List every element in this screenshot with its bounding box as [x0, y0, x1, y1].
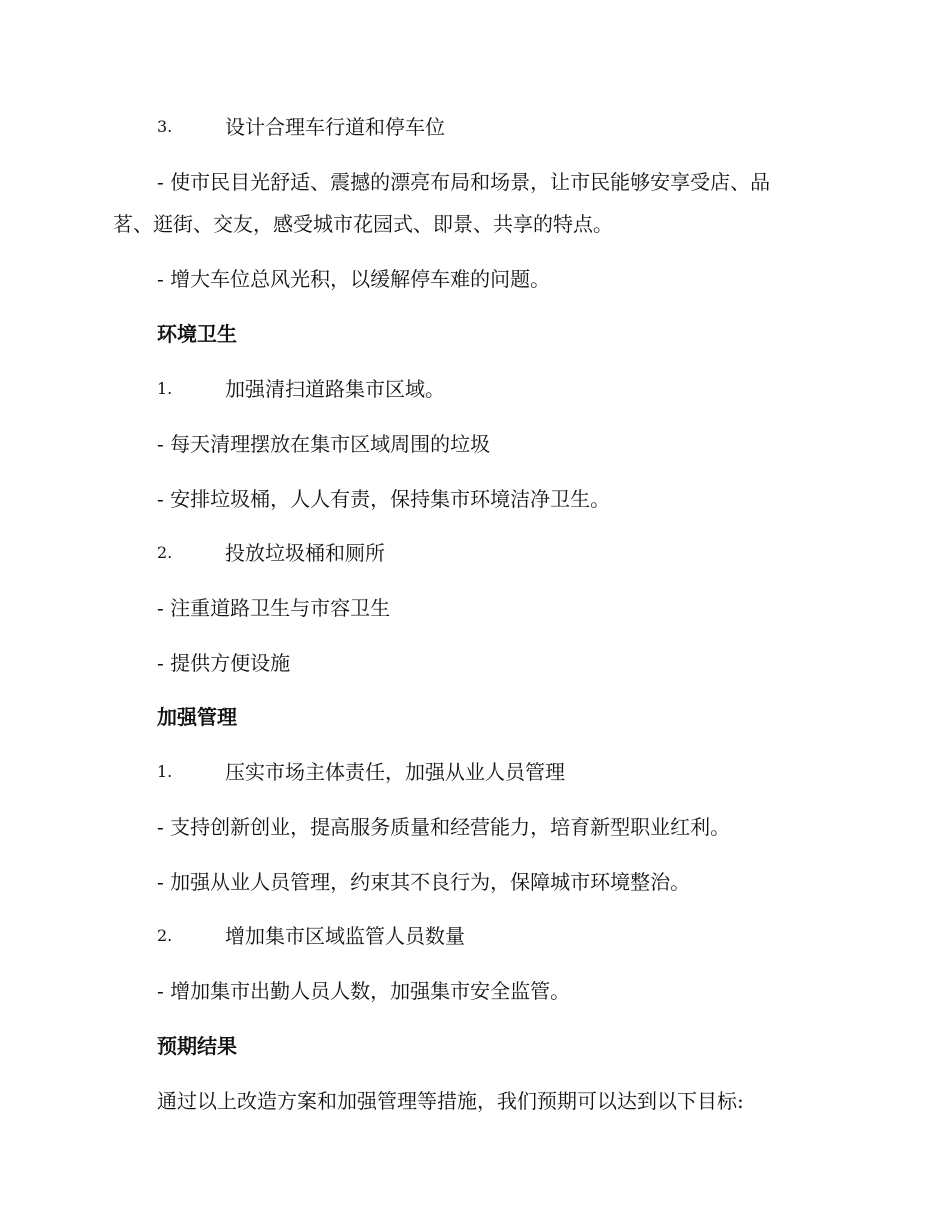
list-number: 3.	[157, 117, 173, 136]
list-item-title: 投放垃圾桶和厕所	[225, 541, 385, 565]
bullet-text-continuation: 茗、逛街、交友，感受城市花园式、即景、共享的特点。	[113, 212, 613, 236]
bullet-text: - 增大车位总风光积，以缓解停车难的问题。	[157, 267, 551, 291]
section-heading: 环境卫生	[157, 322, 237, 346]
bullet-text: - 支持创新创业，提高服务质量和经营能力，培育新型职业红利。	[157, 815, 731, 839]
list-number: 2.	[157, 926, 173, 945]
bullet-text: - 每天清理摆放在集市区域周围的垃圾	[157, 432, 491, 456]
list-number: 2.	[157, 543, 173, 562]
list-number: 1.	[157, 762, 173, 781]
bullet-text: - 注重道路卫生与市容卫生	[157, 596, 391, 620]
bullet-text: - 加强从业人员管理，约束其不良行为，保障城市环境整治。	[157, 870, 691, 894]
bullet-text: - 提供方便设施	[157, 651, 291, 675]
list-item-title: 增加集市区域监管人员数量	[225, 924, 465, 948]
bullet-text: - 增加集市出勤人员人数，加强集市安全监管。	[157, 979, 571, 1003]
section-heading: 加强管理	[157, 705, 237, 729]
list-item-title: 设计合理车行道和停车位	[225, 115, 445, 139]
list-number: 1.	[157, 379, 173, 398]
list-item-title: 压实市场主体责任，加强从业人员管理	[225, 760, 565, 784]
list-item-title: 加强清扫道路集市区域。	[225, 377, 445, 401]
bullet-text: - 安排垃圾桶，人人有责，保持集市环境洁净卫生。	[157, 487, 611, 511]
bullet-text: - 使市民目光舒适、震撼的漂亮布局和场景，让市民能够安享受店、品	[157, 170, 771, 194]
paragraph-text: 通过以上改造方案和加强管理等措施，我们预期可以达到以下目标:	[157, 1089, 744, 1113]
section-heading: 预期结果	[157, 1034, 237, 1058]
